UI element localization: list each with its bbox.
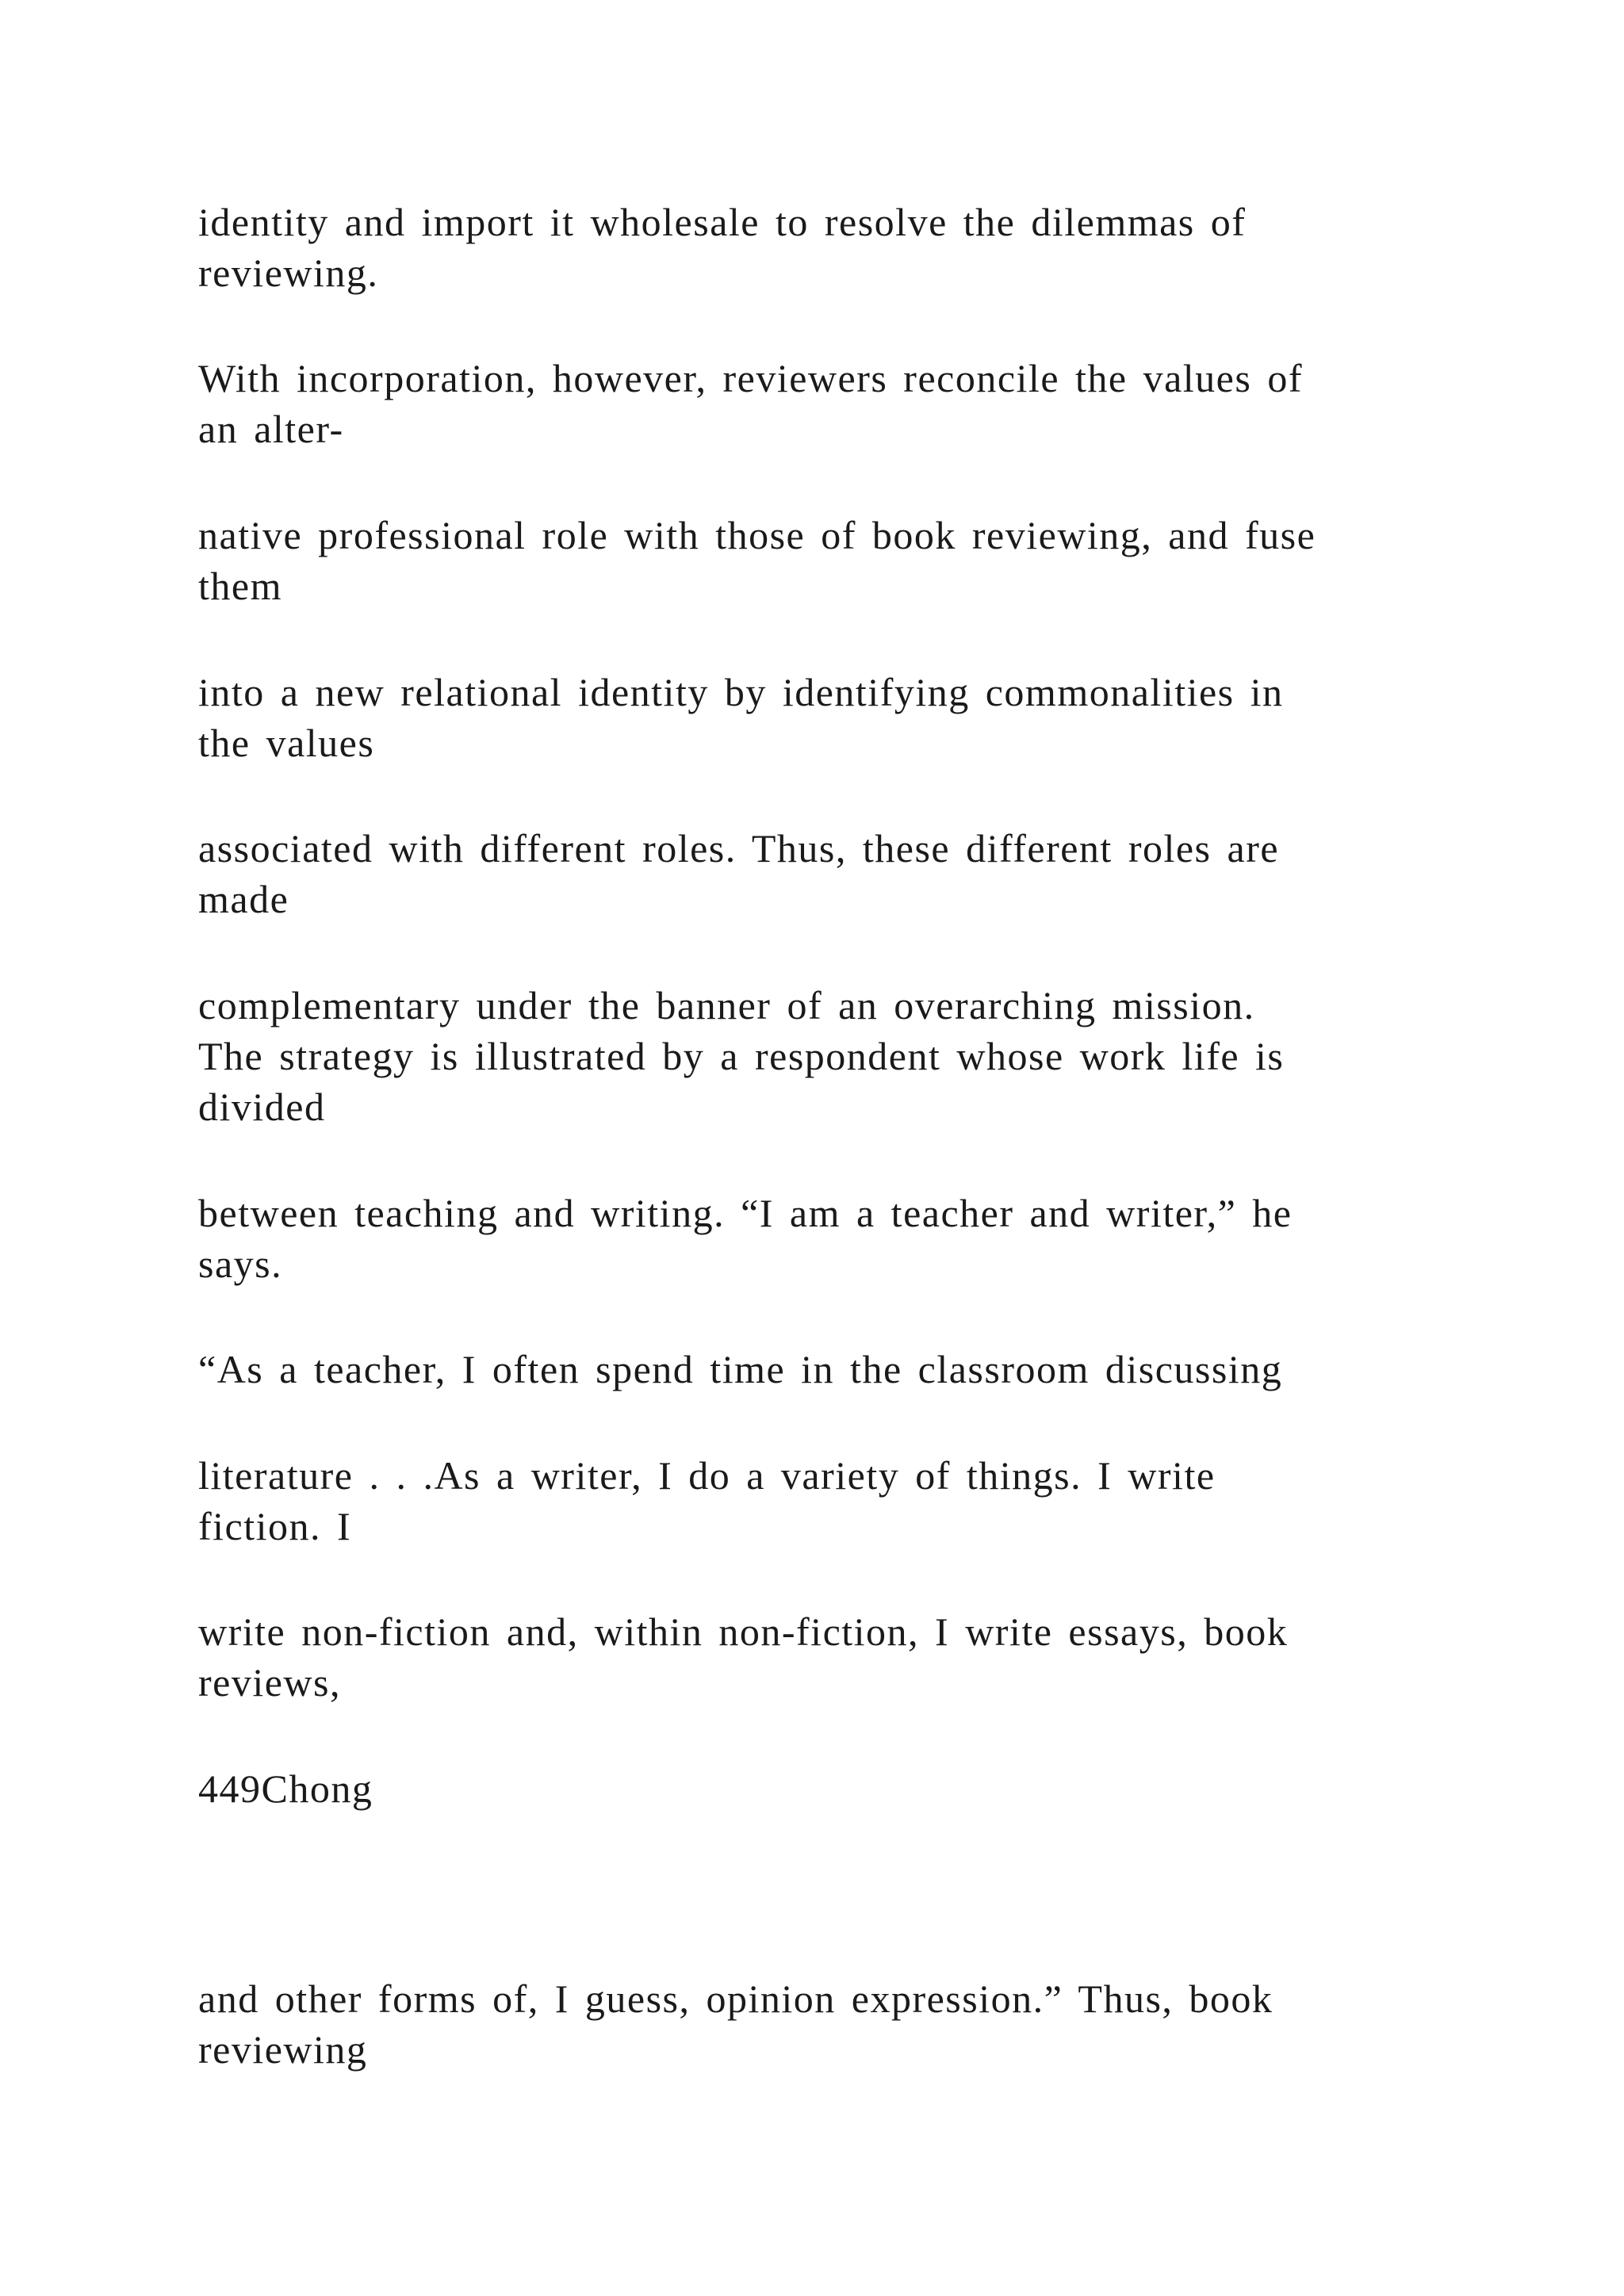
text-line: identity and import it wholesale to resolve the dilemmas of: [198, 200, 1247, 244]
text-line: The strategy is illustrated by a respondent whose work life is: [198, 1034, 1285, 1078]
text-line: between teaching and writing. “I am a teacher and writer,” he: [198, 1191, 1293, 1235]
text-line: them: [198, 564, 282, 608]
text-line: complementary under the banner of an overarching mission.: [198, 983, 1255, 1027]
text-line: With incorporation, however, reviewers reconcile the values of: [198, 356, 1303, 400]
text-line: reviews,: [198, 1660, 341, 1705]
text-line: native professional role with those of book reviewing, and fuse: [198, 513, 1316, 557]
text-line: reviewing: [198, 2027, 368, 2072]
text-line: and other forms of, I guess, opinion expression.” Thus, book: [198, 1976, 1274, 2021]
text-line: literature . . .As a writer, I do a variety of things. I write: [198, 1453, 1216, 1498]
text-line: into a new relational identity by identifying commonalities in: [198, 670, 1284, 714]
text-line: “As a teacher, I often spend time in the classroom discussing: [198, 1347, 1283, 1391]
text-line: an alter-: [198, 407, 344, 451]
text-line: says.: [198, 1242, 283, 1286]
text-line: fiction. I: [198, 1504, 352, 1548]
text-line: the values: [198, 721, 375, 765]
page-number-author: 449Chong: [198, 1766, 373, 1811]
text-line: divided: [198, 1085, 326, 1129]
text-line: associated with different roles. Thus, these different roles are: [198, 826, 1280, 871]
text-line: write non-fiction and, within non-fiction, I write essays, book: [198, 1609, 1289, 1654]
text-line: made: [198, 877, 289, 921]
text-line: reviewing.: [198, 251, 379, 295]
